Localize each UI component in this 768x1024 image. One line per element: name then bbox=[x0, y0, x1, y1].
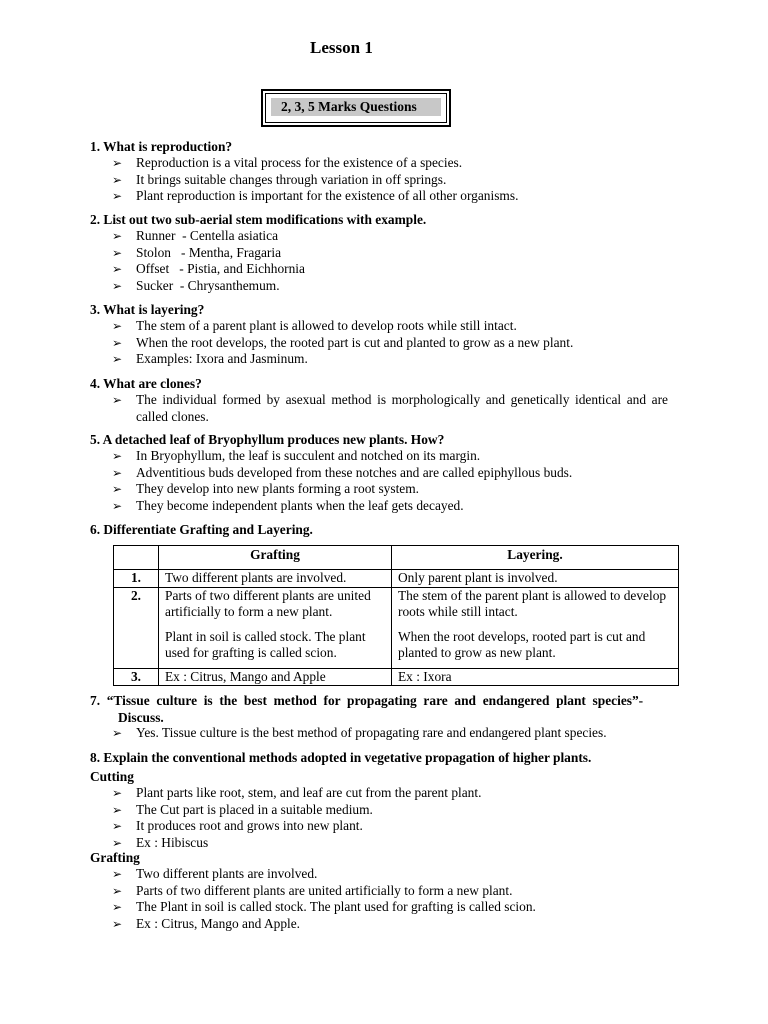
answer-list-5 bbox=[112, 448, 572, 514]
table-header-row bbox=[114, 546, 679, 570]
list-item: ➢ Examples: Ixora and Jasminum. bbox=[112, 351, 573, 368]
grafting-heading: Grafting bbox=[90, 850, 140, 865]
grafting-list bbox=[112, 866, 536, 932]
list-item: ➢ Reproduction is a vital process for the existence of a species. bbox=[112, 155, 518, 172]
list-item: ➢ Offset - Pistia, and Eichhornia bbox=[112, 261, 305, 278]
table-cell: Ex : Ixora bbox=[392, 668, 679, 686]
column-header: Grafting bbox=[159, 546, 392, 570]
table-cell: Ex : Citrus, Mango and Apple bbox=[159, 668, 392, 686]
list-item: ➢ Ex : Hibiscus bbox=[112, 835, 481, 852]
table-row bbox=[114, 570, 679, 588]
answer-list-4 bbox=[112, 392, 668, 425]
list-item: ➢ Parts of two different plants are united artificially to form a new plant. bbox=[112, 883, 536, 900]
table-row bbox=[114, 587, 679, 668]
table-cell: Two different plants are involved. bbox=[159, 570, 392, 588]
list-item: ➢ Plant parts like root, stem, and leaf are cut from the parent plant. bbox=[112, 785, 481, 802]
list-item: ➢ Yes. Tissue culture is the best method of propagating rare and endangered plant species. bbox=[112, 725, 607, 742]
list-item: ➢ The Cut part is placed in a suitable medium. bbox=[112, 802, 481, 819]
list-item: ➢ Two different plants are involved. bbox=[112, 866, 536, 883]
list-item: ➢ Ex : Citrus, Mango and Apple. bbox=[112, 916, 536, 933]
table-cell-text: Plant in soil is called stock. The plant used for grafting is called scion. bbox=[165, 628, 366, 660]
list-item: ➢ The individual formed by asexual method is morphologically and genetically identical and are called clones. bbox=[112, 392, 668, 425]
list-item: ➢ The Plant in soil is called stock. The plant used for grafting is called scion. bbox=[112, 899, 536, 916]
table-cell-text: When the root develops, rooted part is cut and planted to grow as new plant. bbox=[398, 628, 646, 660]
question-2: 2. List out two sub-aerial stem modifications with example. bbox=[90, 212, 427, 227]
list-item: ➢ Stolon - Mentha, Fragaria bbox=[112, 245, 305, 262]
question-5: 5. A detached leaf of Bryophyllum produces new plants. How? bbox=[90, 432, 445, 447]
lesson-title: Lesson 1 bbox=[310, 38, 373, 57]
list-item: ➢ Plant reproduction is important for the existence of all other organisms. bbox=[112, 188, 518, 205]
cutting-list bbox=[112, 785, 481, 851]
comparison-table bbox=[113, 545, 679, 686]
cutting-heading: Cutting bbox=[90, 769, 134, 784]
list-item: ➢ The stem of a parent plant is allowed to develop roots while still intact. bbox=[112, 318, 573, 335]
question-6: 6. Differentiate Grafting and Layering. bbox=[90, 522, 313, 537]
row-number: 2. bbox=[114, 587, 159, 668]
row-number: 1. bbox=[114, 570, 159, 588]
answer-list-7 bbox=[112, 725, 607, 742]
list-item: ➢ Sucker - Chrysanthemum. bbox=[112, 278, 305, 295]
list-item: ➢ It produces root and grows into new plant. bbox=[112, 818, 481, 835]
marks-box-label: 2, 3, 5 Marks Questions bbox=[271, 98, 441, 116]
marks-box bbox=[261, 89, 451, 127]
question-8: 8. Explain the conventional methods adopted in vegetative propagation of higher plants. bbox=[90, 750, 592, 765]
list-item: ➢ In Bryophyllum, the leaf is succulent and notched on its margin. bbox=[112, 448, 572, 465]
list-item: ➢ Adventitious buds developed from these notches and are called epiphyllous buds. bbox=[112, 465, 572, 482]
list-item: ➢ Runner - Centella asiatica bbox=[112, 228, 305, 245]
answer-list-1 bbox=[112, 155, 518, 205]
answer-list-3 bbox=[112, 318, 573, 368]
table-cell-text: The stem of the parent plant is allowed to develop roots while still intact. bbox=[398, 587, 667, 619]
list-item: ➢ It brings suitable changes through variation in off springs. bbox=[112, 172, 518, 189]
question-4: 4. What are clones? bbox=[90, 376, 202, 391]
question-7: 7. “Tissue culture is the best method for propagating rare and endangered plant species”- Discuss. bbox=[90, 693, 644, 725]
row-number: 3. bbox=[114, 668, 159, 686]
question-3: 3. What is layering? bbox=[90, 302, 205, 317]
table-cell: Only parent plant is involved. bbox=[392, 570, 679, 588]
table-cell-text: Parts of two different plants are united artificially to form a new plant. bbox=[165, 587, 371, 619]
question-1: 1. What is reproduction? bbox=[90, 139, 233, 154]
answer-list-2 bbox=[112, 228, 305, 294]
list-item: ➢ When the root develops, the rooted part is cut and planted to grow as a new plant. bbox=[112, 335, 573, 352]
list-item: ➢ They become independent plants when the leaf gets decayed. bbox=[112, 498, 572, 515]
list-item: ➢ They develop into new plants forming a root system. bbox=[112, 481, 572, 498]
table-row bbox=[114, 668, 679, 686]
column-header: Layering. bbox=[392, 546, 679, 570]
